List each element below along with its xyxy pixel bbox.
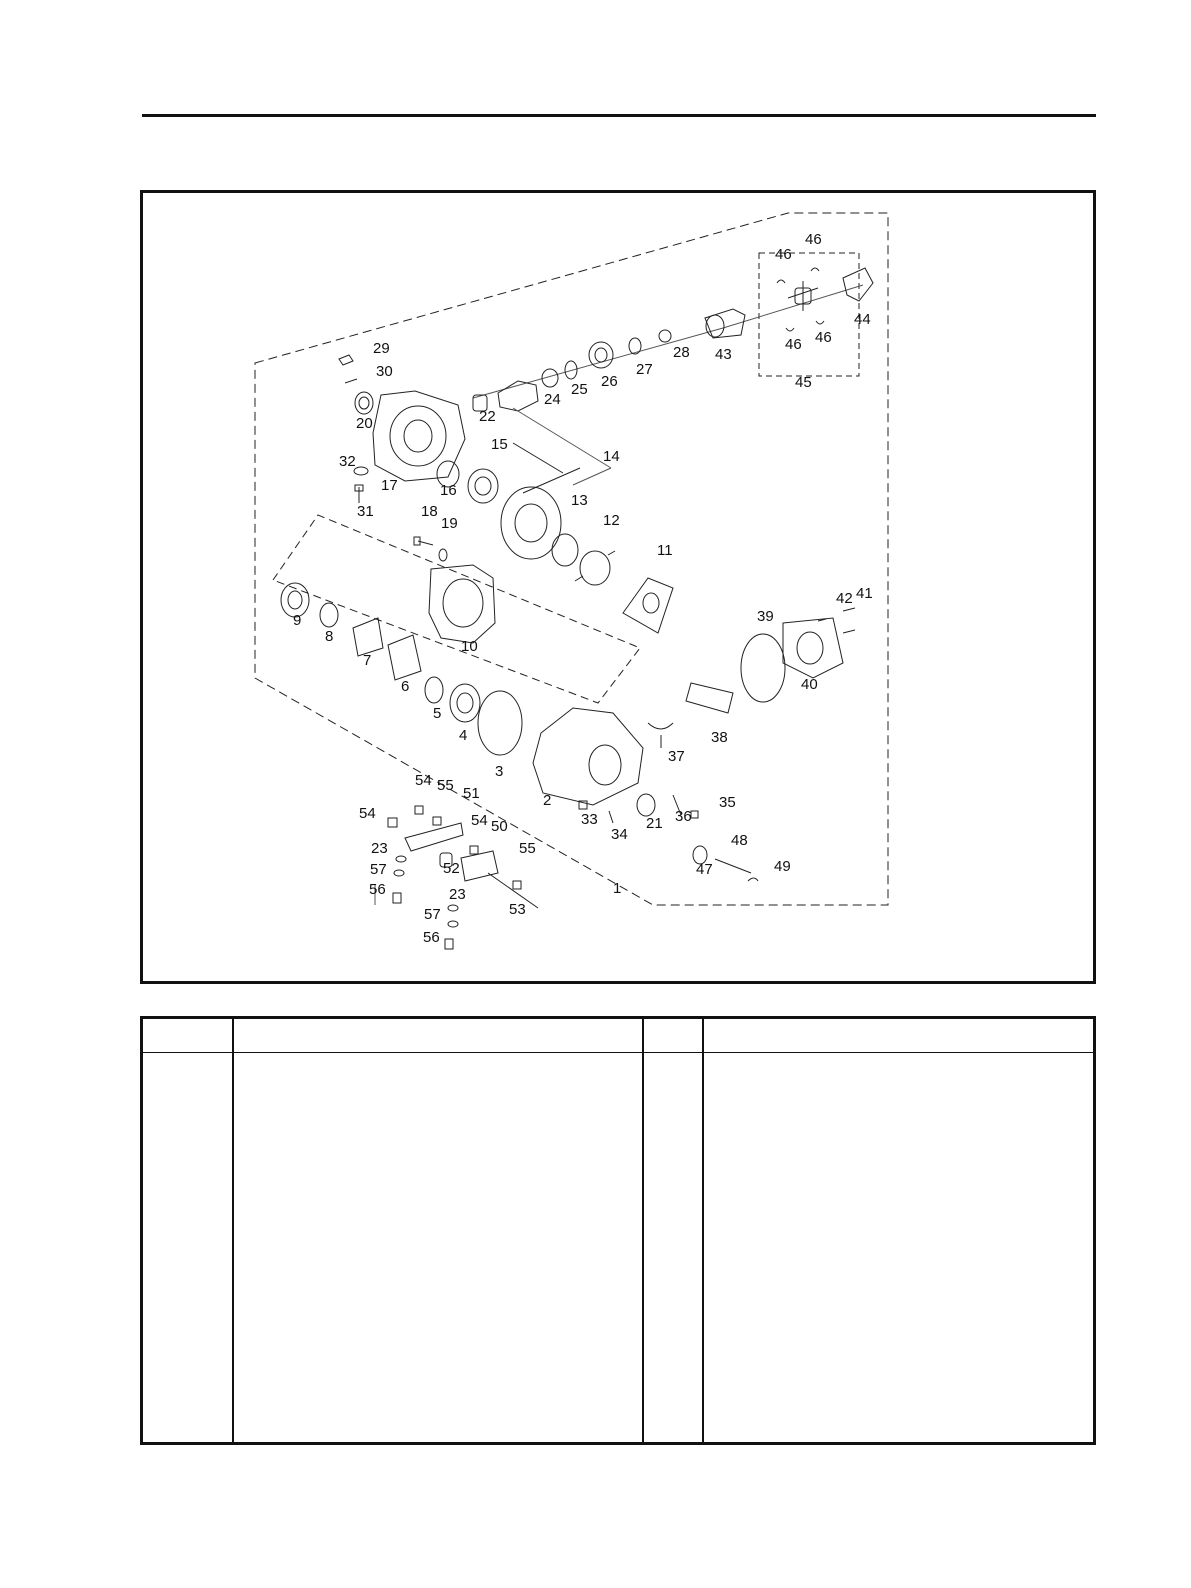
parts-list-table [140,1016,1096,1445]
part-27-oring [629,338,641,354]
callout-36: 36 [675,808,692,825]
callout-20: 20 [356,415,373,432]
callout-29: 29 [373,340,390,357]
callout-47: 47 [696,861,713,878]
part-25-ring [565,361,577,379]
callout-10: 10 [461,638,478,655]
callout-25: 25 [571,381,588,398]
callout-39: 39 [757,608,774,625]
callout-9: 9 [293,612,302,629]
callout-45: 45 [795,374,812,391]
part-3-oring [478,691,522,755]
part-14-ring-gear [501,443,580,559]
callout-46: 46 [805,231,822,248]
callout-28: 28 [673,344,690,361]
header-rule [142,114,1096,117]
callout-44: 44 [854,311,871,328]
callout-18: 18 [421,503,438,520]
callout-38: 38 [711,729,728,746]
callout-15: 15 [491,436,508,453]
callout-17: 17 [381,477,398,494]
callout-31: 31 [357,503,374,520]
part-31-bolt [355,485,363,503]
part-34-pin [609,811,613,823]
part-2-main-housing [533,708,643,805]
part-7-sleeve [353,618,383,656]
callout-46: 46 [815,329,832,346]
part-21-seal [637,794,655,816]
table-column-divider-2 [642,1019,644,1442]
callout-48: 48 [731,832,748,849]
callout-8: 8 [325,628,334,645]
part-4-bearing [450,684,480,722]
callout-54: 54 [415,772,432,789]
callout-16: 16 [440,482,457,499]
callout-7: 7 [363,652,372,669]
part-38-cover-plate [686,683,733,713]
exploded-view-figure [140,190,1096,984]
part-49-clip [748,878,758,881]
part-8-ring [320,603,338,627]
callout-labels [293,231,873,946]
part-48-pin [715,859,751,873]
part-20-seal [355,392,373,414]
ujoint-group-boundary [759,253,859,376]
table-header-rule [143,1052,1093,1053]
callout-3: 3 [495,763,504,780]
callout-12: 12 [603,512,620,529]
part-18-bolt [414,537,433,545]
callout-46: 46 [775,246,792,263]
callout-52: 52 [443,860,460,877]
callout-21: 21 [646,815,663,832]
callout-11: 11 [657,542,673,559]
callout-33: 33 [581,811,598,828]
differential-exploded-diagram [143,193,1093,981]
callout-56: 56 [369,881,386,898]
callout-46: 46 [785,336,802,353]
callout-37: 37 [668,748,685,765]
callout-53: 53 [509,901,526,918]
part-28-nut [659,330,671,342]
table-column-divider-1 [232,1019,234,1442]
callout-54: 54 [471,812,488,829]
assembly-boundary [255,213,888,905]
callout-51: 51 [463,785,480,802]
part-41-42-bolts [818,608,855,633]
part-19-oring [439,549,447,561]
callout-30: 30 [376,363,393,380]
callout-2: 2 [543,792,552,809]
callout-55: 55 [437,777,454,794]
callout-41: 41 [856,585,873,602]
callout-1: 1 [613,880,622,897]
callout-56: 56 [423,929,440,946]
part-37-spring [648,723,673,748]
callout-35: 35 [719,794,736,811]
callout-34: 34 [611,826,628,843]
part-29-cap [339,355,353,365]
callout-57: 57 [370,861,387,878]
part-51-bracket [405,823,463,851]
part-30-spring [345,379,357,383]
callout-27: 27 [636,361,653,378]
part-39-oring [741,634,785,702]
callout-5: 5 [433,705,442,722]
callout-14: 14 [603,448,620,465]
callout-55: 55 [519,840,536,857]
callout-23: 23 [371,840,388,857]
part-35-bolt [691,811,698,818]
callout-24: 24 [544,391,561,408]
part-15-bearing [468,469,498,503]
callout-22: 22 [479,408,496,425]
part-12-shim [575,551,615,585]
part-11-side-gear [623,578,673,633]
part-17-front-housing [373,391,465,481]
callout-50: 50 [491,818,508,835]
callout-23: 23 [449,886,466,903]
part-10-diff-case [429,565,495,643]
part-32-oring [354,467,368,475]
part-5-snap-ring [425,677,443,703]
part-26-bearing [589,342,613,368]
callout-57: 57 [424,906,441,923]
callout-32: 32 [339,453,356,470]
part-40-rear-cover [783,618,843,678]
part-6-spline-coupler [388,635,421,680]
callout-13: 13 [571,492,588,509]
callout-40: 40 [801,676,818,693]
part-44-flange-yoke [843,268,873,301]
callout-43: 43 [715,346,732,363]
callout-6: 6 [401,678,410,695]
callout-26: 26 [601,373,618,390]
callout-49: 49 [774,858,791,875]
callout-19: 19 [441,515,458,532]
callout-4: 4 [459,727,468,744]
table-column-divider-3 [702,1019,704,1442]
differential-group-boundary [273,515,640,703]
part-13-ring [552,534,578,566]
callout-42: 42 [836,590,853,607]
callout-54: 54 [359,805,376,822]
